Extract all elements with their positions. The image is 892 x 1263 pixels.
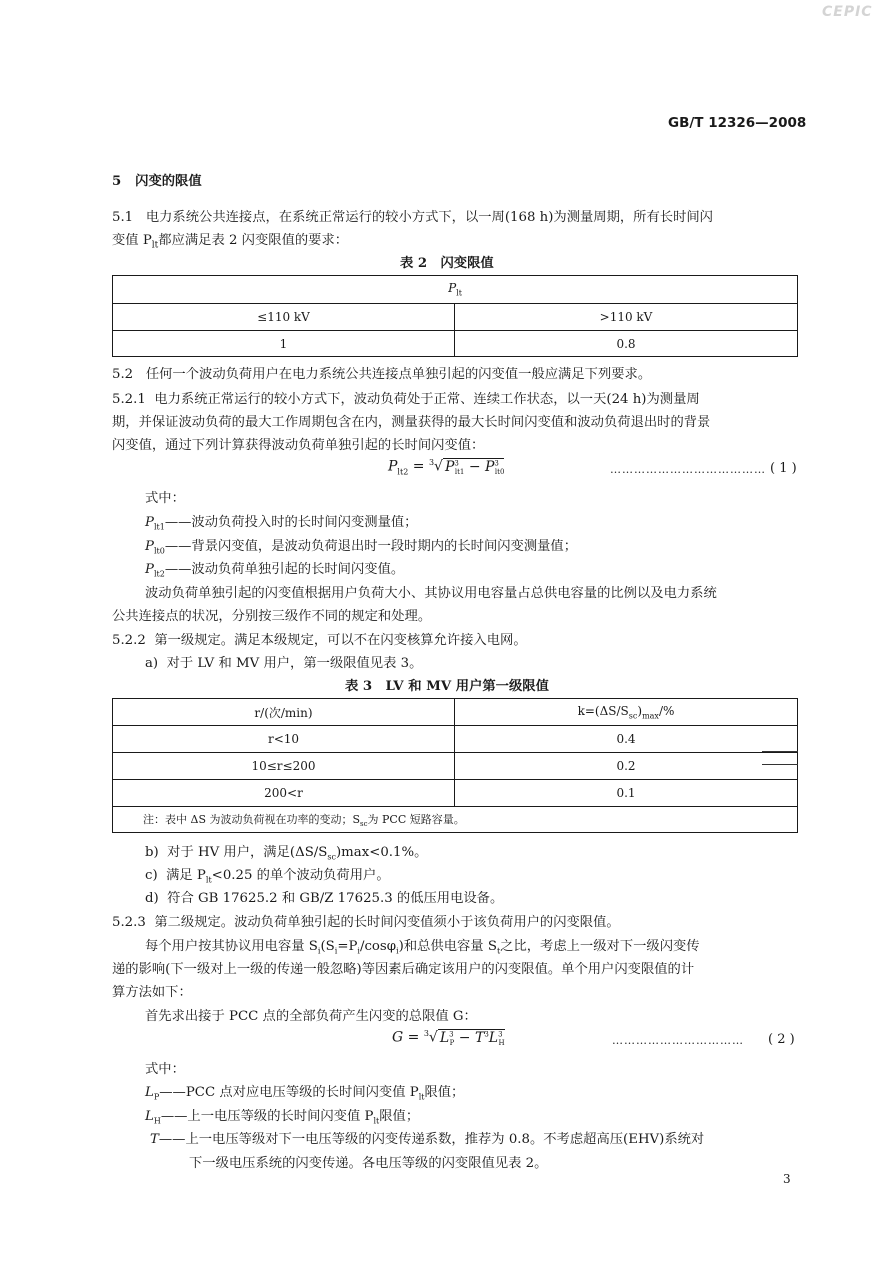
subscript: lt [205,875,212,885]
table3-row-r: 10≤r≤200 [113,753,455,780]
clause-text: 电力系统公共连接点，在系统正常运行的较小方式下，以一周(168 h)为测量周期，所有长时间闪 [145,210,713,225]
table3-col-r [113,699,455,726]
where2-item-1 [145,1105,419,1126]
item-text: 对于 LV 和 MV 用户，第一级限值见表 3。 [166,656,423,671]
eq-symbol: P [145,539,154,554]
eq-symbol: T [150,1132,159,1147]
table3-caption: 表 3 LV 和 MV 用户第一级限值 [345,679,549,694]
text-fragment: 之比，考虑上一级对下一级闪变传 [500,939,700,954]
clause-number: 5.2.2 [112,633,146,648]
definition: 波动负荷投入时的长时间闪变测量值； [191,515,418,530]
clause-5-2-3-line5: 首先求出接于 PCC 点的全部负荷产生闪变的总限值 G： [145,1009,477,1024]
root-sign: √ [428,1029,438,1046]
subscript: lt0 [494,468,505,477]
table2-caption: 表 2 闪变限值 [400,256,494,271]
item-text: 符合 GB 17625.2 和 GB/Z 17625.3 的低压用电设备。 [167,891,504,906]
eq-symbol: L [488,1029,499,1046]
text-fragment: )和总供电容量 S [398,939,497,954]
subscript: lt2 [153,569,165,579]
equation-2 [392,1029,505,1047]
item-label: c) [145,868,158,883]
item-a [145,652,422,671]
where2-item-0 [145,1081,464,1102]
dash: —— [158,1132,186,1147]
clause-5-2-3-line4: 算方法如下： [112,985,192,1000]
item-b [145,841,427,862]
table2-header-symbol: P [448,281,457,296]
dash: —— [164,562,192,577]
equation-1-leader: ………………………………… [610,463,766,476]
eq-symbol: G [392,1029,404,1046]
table3-row-k: 0.4 [455,726,798,753]
dash: —— [160,1109,188,1124]
table2 [112,275,798,357]
subscript: P [449,1039,455,1048]
column-header: ) [637,703,643,718]
text-fragment: /cosφ [359,939,397,954]
subscript: i [396,946,399,956]
eq-symbol: P [485,458,495,475]
eq-equals: = [407,1029,420,1046]
clause-5-2-1-line1 [112,388,700,407]
equation-2-number: ( 2 ) [768,1032,795,1047]
subscript: i [357,946,360,956]
radicand [443,458,504,475]
subscript: lt [151,240,159,251]
text-fragment: 变值 P [112,233,152,248]
subscript: lt1 [153,522,165,532]
column-header: r/(次/min) [254,705,313,720]
section-title: 闪变的限值 [135,174,202,189]
table3-note [113,807,798,833]
where1-item-1 [145,535,577,556]
eq-symbol: L [145,1109,154,1124]
subscript: sc [327,852,336,862]
subscript: lt0 [153,546,165,556]
eq-symbol: L [439,1029,450,1046]
dash: —— [159,1085,186,1100]
subscript: sc [628,711,638,721]
definition: 波动负荷单独引起的长时间闪变值。 [191,562,405,577]
para-note-line1: 波动负荷单独引起的闪变值根据用户负荷大小、其协议用电容量占总供电容量的比例以及电力系统 [145,586,717,601]
clause-5-1-line2 [112,229,348,251]
superscript: 3 [484,1030,489,1038]
scan-artifact-line [762,751,798,752]
clause-text: 第二级规定。波动负荷单独引起的长时间闪变值须小于该负荷用户的闪变限值。 [154,915,620,930]
superscript: 3 [449,1030,454,1038]
eq-symbol: T [474,1029,485,1046]
subscript: H [153,1116,161,1126]
superscript: 3 [498,1030,503,1038]
item-text: )max<0.1%。 [335,845,428,860]
definition: 上一电压等级对下一电压等级的闪变传递系数，推荐为 0.8。不考虑超高压(EHV)系统对 [185,1132,705,1147]
item-label: a) [145,656,159,671]
clause-text: 任何一个波动负荷用户在电力系统公共连接点单独引起的闪变值一般应满足下列要求。 [145,367,652,382]
root-sign: √ [434,458,443,475]
definition: PCC 点对应电压等级的长时间闪变值 P [185,1085,419,1100]
subscript: max [642,711,659,721]
clause-number: 5.2.3 [112,915,146,930]
superscript: 3 [454,459,459,467]
clause-5-2 [112,363,651,382]
where2-item-2 [150,1128,704,1147]
eq-symbol: L [145,1085,154,1100]
clause-5-2-1-line2: 期，并保证波动负荷的最大工作周期包含在内，测量获得的最大长时间闪变值和波动负荷退出时的背景 [112,415,711,430]
where2-item-2-line2: 下一级电压系统的闪变传递。各电压等级的闪变限值见表 2。 [189,1156,548,1171]
para-note-line2: 公共连接点的状况，分别按三级作不同的规定和处理。 [112,609,432,624]
column-header: k=(ΔS/S [577,703,629,718]
item-d [145,887,503,906]
standard-id: GB/T 12326—2008 [668,115,807,131]
table2-value-le110: 1 [113,331,455,357]
equation-2-leader: …………………………… [612,1034,744,1047]
item-text: <0.25 的单个波动负荷用户。 [211,868,390,883]
subscript: P [153,1092,160,1102]
table2-col-gt110: >110 kV [455,304,798,331]
eq-minus: − [458,1029,471,1046]
superscript: 3 [494,459,499,467]
subscript: lt [456,288,462,298]
equation-1 [388,458,504,476]
item-label: d) [145,891,159,906]
table3-row-r: r<10 [113,726,455,753]
subscript: sc [360,820,368,829]
clause-text: 第一级规定。满足本级规定，可以不在闪变核算允许接入电网。 [154,633,527,648]
definition: 限值； [379,1109,420,1124]
table2-header [113,276,798,304]
eq-symbol: P [444,458,455,475]
eq-minus: − [468,458,481,475]
scan-artifact-line [762,764,798,765]
definition: 背景闪变值，是波动负荷退出时一段时期内的长时间闪变测量值； [191,539,578,554]
table2-col-le110: ≤110 kV [113,304,455,331]
definition: 上一电压等级的长时间闪变值 P [187,1109,374,1124]
section-heading [112,170,202,189]
table3-row-k: 0.2 [455,753,798,780]
section-number: 5 [112,174,122,189]
root-index: 3 [428,458,435,467]
where-label: 式中： [145,1062,185,1077]
column-header: /% [658,703,675,718]
item-c [145,864,390,885]
text-fragment: 都应满足表 2 闪变限值的要求： [158,233,349,248]
clause-5-2-1-line3: 闪变值，通过下列计算获得波动负荷单独引起的长时间闪变值： [112,438,485,453]
subscript: lt [418,1092,425,1102]
item-label: b) [145,845,159,860]
clause-5-2-3-line3: 递的影响(下一级对上一级的传递一般忽略)等因素后确定该用户的闪变限值。单个用户闪变限值的计 [112,962,695,977]
dash: —— [164,539,192,554]
table3-col-k [455,699,798,726]
page-number: 3 [783,1172,791,1186]
radicand [438,1029,505,1046]
eq-symbol: P [145,562,154,577]
clause-5-2-2 [112,629,527,648]
table3 [112,698,798,833]
definition: 限值； [424,1085,465,1100]
where1-item-2 [145,558,404,579]
where-label: 式中： [145,491,185,506]
equation-1-number: ( 1 ) [770,461,797,476]
text-fragment: =P [337,939,358,954]
table3-row-k: 0.1 [455,780,798,807]
note-text: 为 PCC 短路容量。 [367,812,465,826]
note-text: 注：表中 ΔS 为波动负荷视在功率的变动；S [143,812,361,826]
subscript: i [317,946,321,956]
clause-text: 电力系统正常运行的较小方式下，波动负荷处于正常、连续工作状态，以一天(24 h)为测量周 [154,392,700,407]
clause-5-1-line1 [112,206,713,225]
dash: —— [164,515,192,530]
text-fragment: 每个用户按其协议用电容量 S [145,939,318,954]
clause-number: 5.2 [112,367,134,382]
subscript: lt2 [397,467,409,477]
text-fragment: (S [320,939,335,954]
clause-number: 5.2.1 [112,392,146,407]
table2-value-gt110: 0.8 [455,331,798,357]
item-text: 满足 P [166,868,206,883]
where1-item-0 [145,511,417,532]
root-index: 3 [423,1029,429,1038]
eq-symbol: P [145,515,154,530]
subscript: t [496,946,501,956]
subscript: lt [373,1116,380,1126]
clause-5-2-3-line1 [112,911,620,930]
subscript: H [498,1039,505,1048]
table3-row-r: 200<r [113,780,455,807]
subscript: i [334,946,338,956]
eq-equals: = [412,458,425,475]
clause-5-2-3-line2 [145,935,700,956]
clause-number: 5.1 [112,210,134,225]
eq-symbol: P [388,458,398,475]
cepic-watermark: CEPIC [822,4,873,20]
item-text: 对于 HV 用户，满足(ΔS/S [167,845,328,860]
subscript: lt1 [454,468,465,477]
